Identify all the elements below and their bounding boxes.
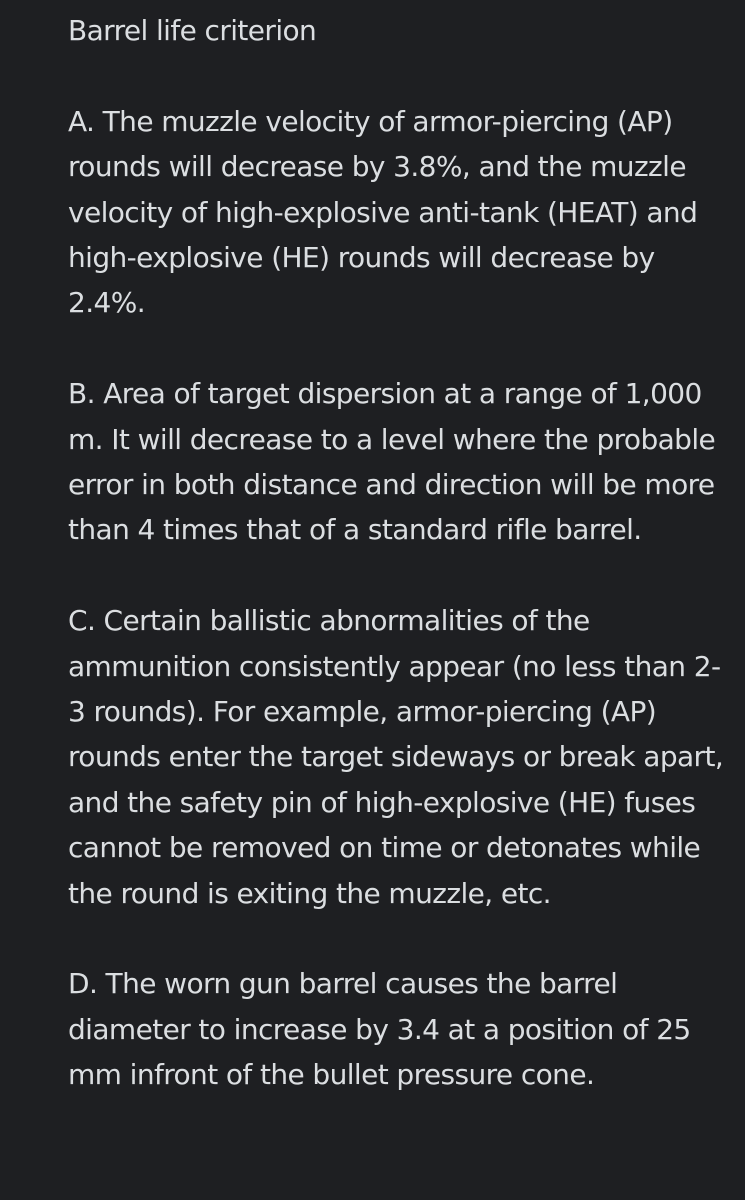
criterion-a-paragraph: A. The muzzle velocity of armor-piercing (AP) rounds will decrease by 3.8%, and the muzzle velocity of high-explosive anti-tank (HEAT) and high-explosive (HE) rounds will decrease by 2.4%. xyxy=(68,104,698,320)
criterion-d-paragraph: D. The worn gun barrel causes the barrel diameter to increase by 3.4 at a position of 25 mm infront of the bullet pressure cone. xyxy=(68,967,691,1092)
message-body xyxy=(68,8,728,1098)
criterion-c-paragraph: C. Certain ballistic abnormalities of the ammunition consistently appear (no less than 2-3 rounds). For example, armor-piercing (AP) rounds enter the target sideways or break apart, and the safety pin of high-explosive (HE) fuses cannot be removed on time or detonates while the round is exiting the muzzle, etc. xyxy=(68,604,724,910)
message-title: Barrel life criterion xyxy=(68,14,317,47)
criterion-b-paragraph: B. Area of target dispersion at a range of 1,000 m. It will decrease to a level where the probable error in both distance and direction will be more than 4 times that of a standard rifle barrel. xyxy=(68,377,716,547)
